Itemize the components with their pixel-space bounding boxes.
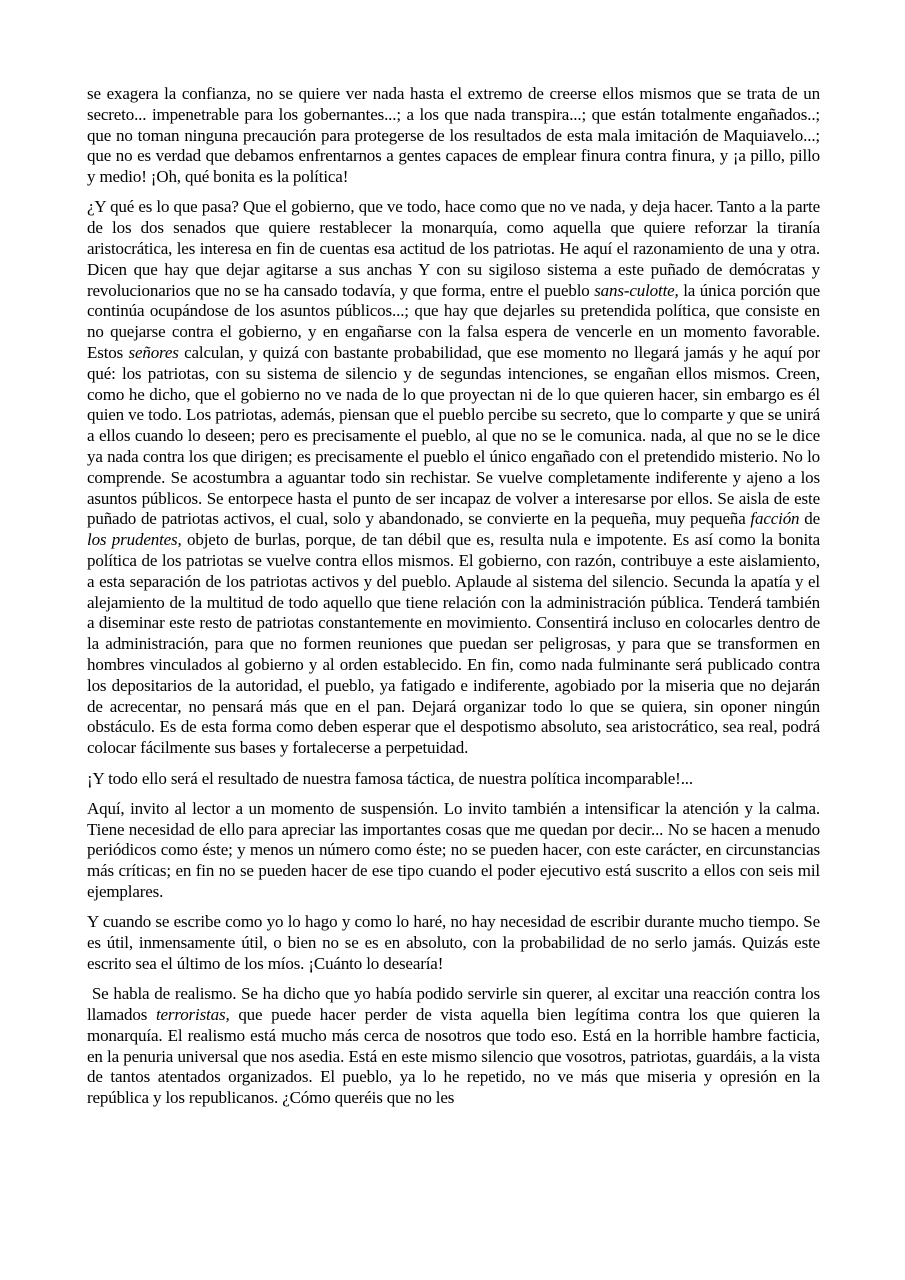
- text-run: ¿Y qué es lo que pasa? Que el gobierno, que ve todo, hace como que no ve nada, y deja hacer. Tanto a la parte de los dos senados que quiere restablecer la monarquía, como aquella que quiere reforzar la tiranía aristocrática, les interesa en fin de cuentas esa actitud de los patriotas. He aquí el razonamiento de una y otra. Dicen que hay que dejar agitarse a sus anchas Y con su sigiloso sistema a este puñado de demócratas y revolucionarios que no se ha cansado todavía, y que forma, entre el pueblo: [87, 197, 820, 300]
- text-run: Y cuando se escribe como yo lo hago y como lo haré, no hay necesidad de escribir durante mucho tiempo. Se es útil, inmensamente útil, o bien no se es en absoluto, con la probabilidad de no serlo jamás. Quizás este escrito sea el último de los míos. ¡Cuánto lo desearía!: [87, 912, 820, 973]
- text-run: de: [799, 509, 820, 529]
- paragraph-2: [87, 197, 820, 759]
- document-page: [87, 84, 825, 1118]
- paragraph-3: [87, 769, 820, 790]
- paragraph-5: [87, 912, 820, 974]
- text-run: que puede hacer perder de vista aquella bien legítima contra los que quieren la monarquía. El realismo está mucho más cerca de nosotros que todo eso. Está en la horrible hambre facticia, en la penuria universal que nos asedia. Está en este mismo silencio que vosotros, patriotas, guardáis, a la vista de tantos atentados organizados. El pueblo, ya lo he repetido, no ve más que miseria y opresión en la república y los republicanos. ¿Cómo queréis que no les: [87, 1004, 825, 1108]
- italic-term: facción: [750, 509, 800, 529]
- text-run: objeto de burlas, porque, de tan débil que es, resulta nula e impotente. Es así como la bonita política de los patriotas se vuelve contra ellos mismos. El gobierno, con razón, contribuye a este aislamiento, a esta separación de los patriotas activos y del pueblo. Aplaude al sistema del silencio. Secunda la apatía y el alejamiento de la multitud de todo aquello que tiene relación con la administración pública. Tenderá también a diseminar este resto de patriotas constantemente en movimiento. Consentirá incluso en colocarles dentro de la administración, para que no formen reuniones que puedan ser peligrosas, y para que se transformen en hombres vinculados al gobierno y al orden establecido. En fin, como nada fulminante será publicado contra los depositarios de la autoridad, el pueblo, ya fatigado e indiferente, agobiado por la miseria que no dejarán de acrecentar, no pensará más que en el pan. Dejará organizar todo lo que se quiera, sin oponer ningún obstáculo. Es de esta forma como deben esperar que el despotismo absoluto, sea aristocrático, sea real, podrá colocar fácilmente sus bases y fortalecerse a perpetuidad.: [87, 530, 820, 758]
- italic-term: terroristas,: [155, 1004, 230, 1024]
- paragraph-1: [87, 84, 820, 188]
- paragraph-4: [87, 799, 820, 903]
- text-run: la única porción que continúa ocupándose de los asuntos públicos...; que hay que dejarles su pretendida política, que consiste en no quejarse contra el gobierno, y en engañarse con la falsa espera de vencerle en un momento favorable. Estos: [87, 280, 820, 363]
- text-run: Aquí, invito al lector a un momento de suspensión. Lo invito también a intensificar la atención y la calma. Tiene necesidad de ello para apreciar las importantes cosas que me quedan por decir... No se hacen a menudo periódicos como éste; y menos un número como éste; no se pueden hacer, con este carácter, en circunstancias más críticas; en fin no se pueden hacer de ese tipo cuando el poder ejecutivo está suscrito a ellos con seis mil ejemplares.: [87, 798, 820, 901]
- paragraph-6: [87, 984, 825, 1109]
- text-run: se exagera la confianza, no se quiere ver nada hasta el extremo de creerse ellos mismos que se trata de un secreto... impenetrable para los gobernantes...; a los que nada transpira...; que están totalmente engañados..; que no toman ninguna precaución para protegerse de los resultados de esta mala imitación de Maquiavelo...; que no es verdad que debamos enfrentarnos a gentes capaces de emplear finura contra finura, y ¡a pillo, pillo y medio! ¡Oh, qué bonita es la política!: [87, 84, 820, 187]
- italic-term: sans-culotte,: [594, 280, 679, 300]
- text-run: calculan, y quizá con bastante probabilidad, que ese momento no llegará jamás y he aquí por qué: los patriotas, con su sistema de silencio y de segundas intenciones, se engañan ellos mismos. Creen, como he dicho, que el gobierno no ve nada de lo que proyectan ni de lo que quieren hacer, sin embargo es él quien ve todo. Los patriotas, además, piensan que el pueblo percibe su secreto, que lo comparte y que se unirá a ellos cuando lo deseen; pero es precisamente el pueblo, al que no se le comunica. nada, al que no se le dice ya nada contra los que dirigen; es precisamente el pueblo el único engañado con el pretendido misterio. No lo comprende. Se acostumbra a aguantar todo sin rechistar. Se vuelve completamente indiferente y ajeno a los asuntos públicos. Se entorpece hasta el punto de ser incapaz de volver a interesarse por ellos. Se aisla de este puñado de patriotas activos, el cual, solo y abandonado, se convierte en la pequeña, muy pequeña: [87, 343, 820, 529]
- text-run: Se habla de realismo. Se ha dicho que yo había podido servirle sin querer, al excitar una reacción contra los llamados: [87, 984, 825, 1024]
- italic-term: señores: [128, 343, 179, 363]
- italic-term: los prudentes,: [87, 530, 182, 550]
- text-run: ¡Y todo ello será el resultado de nuestra famosa táctica, de nuestra política incomparable!...: [87, 768, 693, 788]
